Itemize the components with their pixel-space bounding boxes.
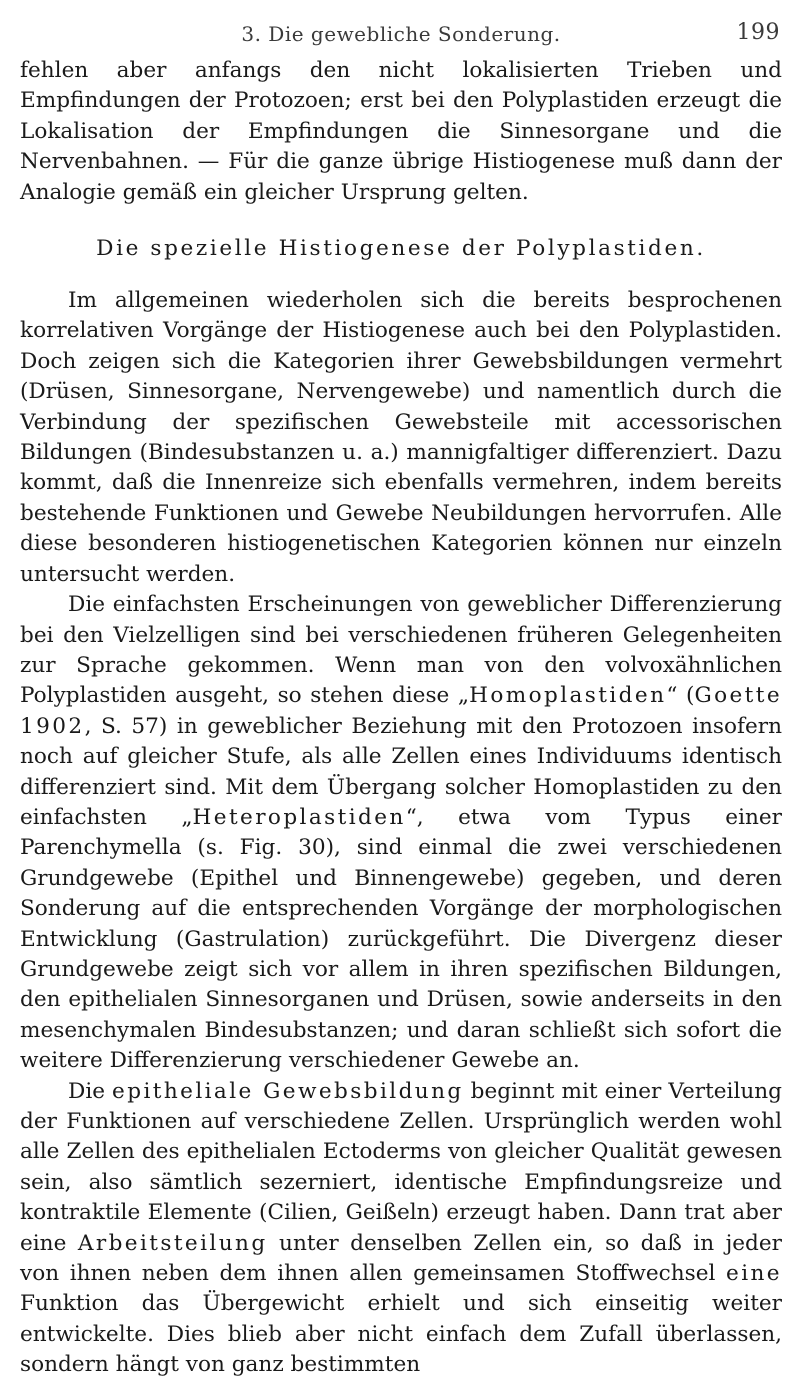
running-head — [20, 18, 782, 56]
paragraph-continuation: fehlen aber anfangs den nicht lokalisierten Trieben und Empfindungen der Protozoen; erst bei den Polyplastiden erzeugt die Lokalisation der Empfindungen die Sinnesorgane und die Nervenbahnen. — Für die ganze übrige Histiogenese muß dann der Analogie gemäß ein gleicher Ursprung gelten. — [20, 58, 782, 205]
term-homoplastiden: Homoplastiden — [469, 683, 667, 709]
text-run: Die einfachsten Erscheinungen von geweblicher Differenzierung bei den Vielzelligen sind bei verschiedenen früheren Gelegenheiten zur Sprache gekommen. Wenn man von den volvoxähnlichen Polyplastiden ausgeht, so stehen diese „ — [20, 592, 782, 709]
citation-goette: Goette 1902 — [20, 683, 783, 739]
page-number: 199 — [736, 20, 780, 45]
text-run: Funktion das Übergewicht erhielt und sich einseitig weiter entwickelte. Dies blieb aber nicht einfach dem Zufall überlassen, sondern hängt von ganz bestimmten — [20, 1291, 782, 1378]
text-run: Die — [68, 1078, 113, 1104]
paragraph-epithelial-tissue — [20, 1077, 782, 1381]
text-run: unter denselben Zellen ein, so daß in jeder von ihnen neben dem ihnen allen gemeinsamen Stoffwechsel — [20, 1230, 782, 1287]
chapter-title: 3. Die gewebliche Sonderung. — [241, 22, 561, 46]
section-heading: Die spezielle Histiogenese der Polyplastiden. — [96, 236, 706, 262]
text-run: beginnt mit einer Verteilung der Funktionen auf verschiedene Zellen. Ursprünglich werden wohl alle Zellen des epithelialen Ectoderms von gleicher Qualität gewesen sein, also sämtlich sezerniert, identische Empfindungsreize und kontraktile Elemente (Cilien, Geißeln) erzeugt haben. Dann trat aber eine — [20, 1078, 782, 1256]
term-epitheliale-gewebsbildung: epitheliale Gewebsbildung — [112, 1078, 464, 1104]
text-run: “ ( — [666, 683, 695, 709]
book-page — [20, 18, 782, 1381]
term-arbeitsteilung: Arbeitsteilung — [77, 1230, 268, 1256]
term-heteroplastiden: Heteroplastiden — [192, 804, 406, 830]
paragraph-intro: Im allgemeinen wiederholen sich die bereits besprochenen korrelativen Vorgänge der Histiogenese auch bei den Polyplastiden. Doch zeigen sich die Kategorien ihrer Gewebsbildungen vermehrt (Drüsen, Sinnesorgane, Nervengewebe) und namentlich durch die Verbindung der spezifischen Gewebsteile mit accessorischen Bildungen (Bindesubstanzen u. a.) mannigfaltiger differenziert. Dazu kommt, daß die Innenreize sich ebenfalls vermehren, indem bereits bestehende Funktionen und Gewebe Neubildungen hervorrufen. Alle diese besonderen histiogenetischen Kategorien können nur einzeln untersucht werden. — [20, 288, 782, 587]
term-eine: eine — [726, 1261, 782, 1287]
text-run: , S. 57) in geweblicher Beziehung mit den Protozoen insofern noch auf gleicher Stufe, als alle Zellen eines Individuums identisch differenziert sind. Mit dem Übergang solcher Homoplastiden zu den einfachsten „ — [20, 713, 782, 830]
text-run: “, etwa vom Typus einer Parenchymella (s. Fig. 30), sind einmal die zwei verschiedenen Grundgewebe (Epithel und Binnengewebe) gegeben, und deren Sonderung auf die entsprechenden Vorgänge der morphologischen Entwicklung (Gastrulation) zurückgeführt. Die Divergenz dieser Grundgewebe zeigt sich vor allem in ihren spezifischen Bildungen, den epithelialen Sinnesorganen und Drüsen, sowie anderseits in den mesenchymalen Bindesubstanzen; und daran schließt sich sofort die weitere Differenzierung verschiedener Gewebe an. — [20, 804, 782, 1074]
paragraph-simplest-differentiation — [20, 590, 782, 1077]
